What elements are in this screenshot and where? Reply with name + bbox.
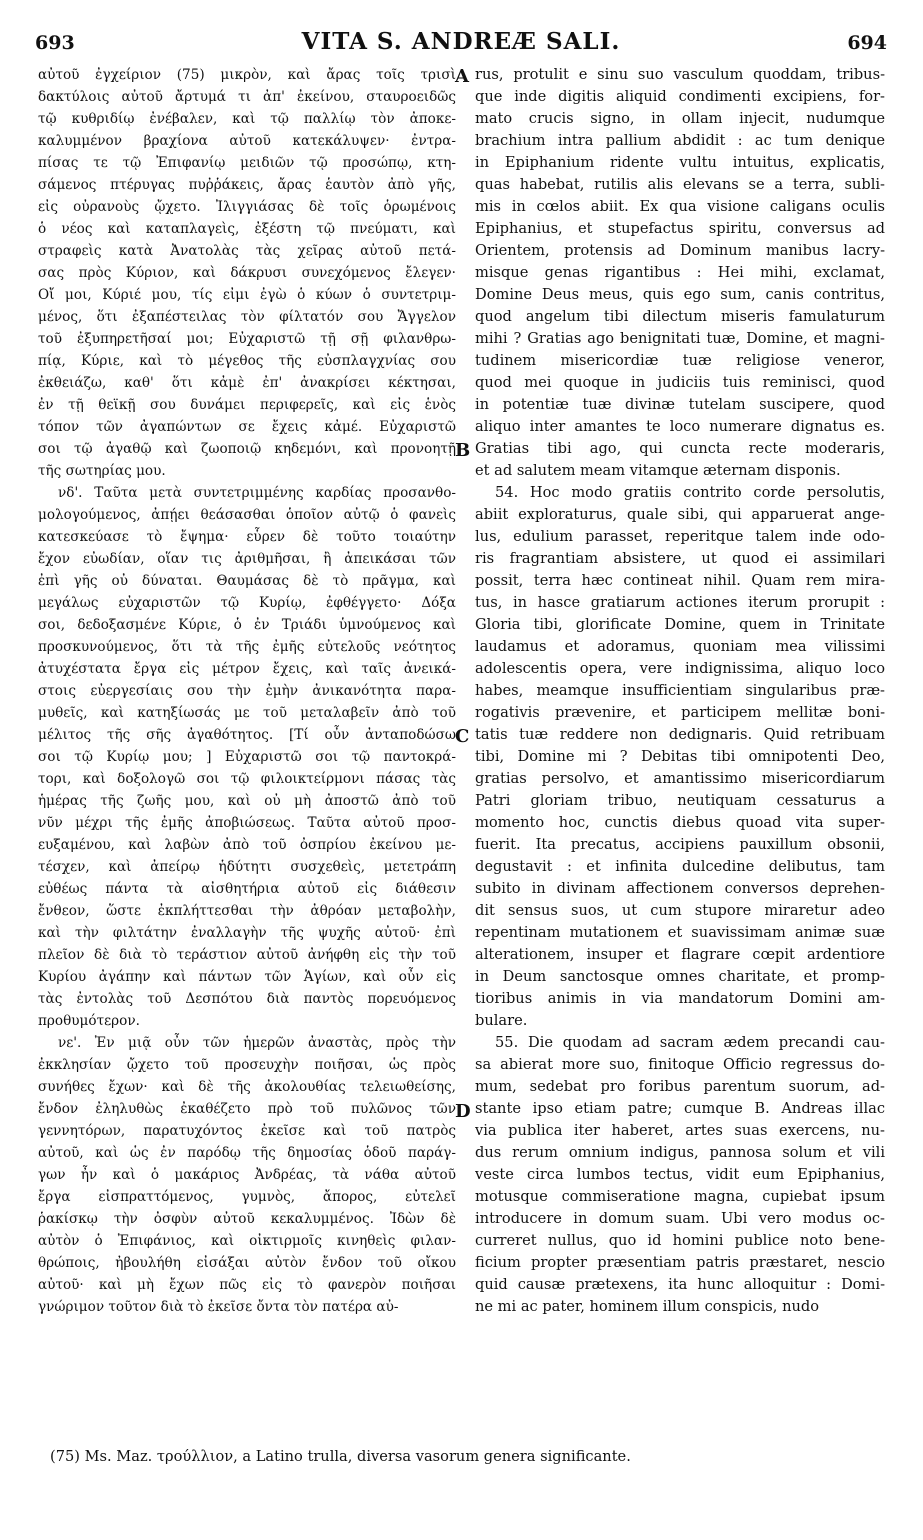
- latin-text-line: stante ipso etiam patre; cumque B. Andreas illac: [475, 1100, 885, 1117]
- latin-text-line: mis in cœlos abiit. Ex qua visione caligans oculis: [475, 198, 885, 215]
- latin-text-line: brachium intra pallium abdidit : ac tum denique: [475, 132, 885, 149]
- greek-text-line: τὰς ἐντολὰς τοῦ Δεσπότου διὰ παντὸς πορευόμενος: [38, 991, 456, 1007]
- greek-text-line: πλεῖον δὲ διὰ τὸ τεράστιον αὐτοῦ ἀνήφθη εἰς τὴν τοῦ: [38, 947, 456, 963]
- greek-text-line: καλυμμένον βραχίονα αὐτοῦ κατεκάλυψεν· ἐντρα-: [38, 133, 456, 149]
- latin-text-line: motusque commiseratione magna, cupiebat ipsum: [475, 1188, 885, 1205]
- right-page-number: 694: [847, 32, 887, 54]
- latin-text-line: in Deum sanctosque omnes charitate, et promp-: [475, 968, 885, 985]
- latin-text-line: in Epiphanium ridente vultu intuitus, explicatis,: [475, 154, 885, 171]
- latin-text-line: quas habebat, rutilis alis elevans se a terra, subli-: [475, 176, 885, 193]
- greek-text-line: ἔχον εὐωδίαν, οἵαν τις ἀριθμῆσαι, ἢ ἀπεικάσαι τῶν: [38, 551, 456, 567]
- greek-text-line: ὁ νέος καὶ καταπλαγεὶς, ἐξέστη τῷ πνεύματι, καὶ: [38, 221, 456, 237]
- greek-text-line: πίσας τε τῷ Ἐπιφανίῳ μειδιῶν τῷ προσώπῳ, κτη-: [38, 155, 456, 171]
- latin-text-line: via publica iter haberet, artes suas exercens, nu-: [475, 1122, 885, 1139]
- greek-text-line: συνήθες ἔχων· καὶ δὲ τῆς ἀκολουθίας τελειωθείσης,: [38, 1079, 456, 1095]
- greek-text-line: τόπον τῶν ἀγαπώντων σε ἔχεις κἀμέ. Εὐχαριστῶ: [38, 419, 456, 435]
- latin-text-line: tus, in hasce gratiarum actiones iterum prorupit :: [475, 594, 885, 611]
- latin-text-line: quod mei quoque in judiciis tuis reminisci, quod: [475, 374, 885, 391]
- greek-text-line: μεγάλως εὐχαριστῶν τῷ Κυρίῳ, ἐφθέγγετο· Δόξα: [38, 595, 456, 611]
- greek-text-line: εἰς οὐρανοὺς ᾤχετο. Ἰλιγγιάσας δὲ τοῖς ὁρωμένοις: [38, 199, 456, 215]
- latin-text-line: rus, protulit e sinu suo vasculum quoddam, tribus-: [475, 66, 885, 83]
- latin-text-line: ficium propter præsentiam patris præstaret, nescio: [475, 1254, 885, 1271]
- latin-text-line: tibi, Domine mi ? Debitas tibi omnipotenti Deo,: [475, 748, 885, 765]
- latin-text-line: fuerit. Ita precatus, accipiens pauxillum obsonii,: [475, 836, 885, 853]
- latin-text-line: momento hoc, cunctis diebus quoad vita super-: [475, 814, 885, 831]
- latin-text-line: 55. Die quodam ad sacram ædem precandi cau-: [495, 1034, 885, 1051]
- latin-text-line: introducere in domum suam. Ubi vero modus oc-: [475, 1210, 885, 1227]
- greek-text-line: ἐπὶ γῆς οὐ δύναται. Θαυμάσας δὲ τὸ πρᾶγμα, καὶ: [38, 573, 456, 589]
- margin-letter-a: A: [455, 66, 469, 87]
- latin-text-line: tudinem misericordiæ tuæ religiose veneror,: [475, 352, 885, 369]
- latin-text-line: bulare.: [475, 1012, 528, 1029]
- latin-text-line: curreret nullus, quo id homini publice noto bene-: [475, 1232, 885, 1249]
- greek-text-line: τέσχεν, καὶ ἀπείρῳ ἡδύτητι συσχεθεὶς, μετετράπη: [38, 859, 456, 875]
- greek-text-line: ευξαμένου, καὶ λαβὼν ἀπὸ τοῦ ὀσπρίου ἐκείνου με-: [38, 837, 456, 853]
- greek-text-line: σοι τῷ Κυρίῳ μου; ] Εὐχαριστῶ σοι τῷ παντοκρά-: [38, 749, 456, 765]
- latin-text-line: alterationem, insuper et flagrare cœpit ardentiore: [475, 946, 885, 963]
- greek-text-line: μένος, ὅτι ἐξαπέστειλας τὸν φίλτατόν σου Ἄγγελον: [38, 309, 456, 325]
- greek-text-line: τῆς σωτηρίας μου.: [38, 463, 166, 479]
- latin-text-line: in potentiæ tuæ divinæ tutelam suscipere, quod: [475, 396, 885, 413]
- latin-text-line: repentinam mutationem et suavissimam animæ suæ: [475, 924, 885, 941]
- latin-text-line: mato crucis signo, in ollam injecit, nudumque: [475, 110, 885, 127]
- margin-letter-c: C: [455, 726, 470, 747]
- margin-letter-d: D: [455, 1101, 471, 1122]
- latin-text-line: veste circa lumbos tectus, vidit eum Epiphanius,: [475, 1166, 885, 1183]
- latin-text-line: sa abierat more suo, finitoque Officio regressus do-: [475, 1056, 885, 1073]
- greek-text-line: προσκυνούμενος, ὅτι τὰ τῆς ἐμῆς εὐτελοῦς νεότητος: [38, 639, 456, 655]
- greek-text-line: νῦν μέχρι τῆς ἐμῆς ἀποβιώσεως. Ταῦτα αὐτοῦ προσ-: [38, 815, 456, 831]
- greek-text-line: Οἴ μοι, Κύριέ μου, τίς εἰμι ἐγὼ ὁ κύων ὁ συντετριμ-: [38, 287, 456, 303]
- latin-text-line: abiit exploraturus, quale sibi, qui apparuerat ange-: [475, 506, 885, 523]
- greek-text-line: νδ'. Ταῦτα μετὰ συντετριμμένης καρδίας προσανθο-: [58, 485, 456, 501]
- latin-text-line: degustavit : et infinita dulcedine delibutus, tam: [475, 858, 885, 875]
- greek-text-line: σας πρὸς Κύριον, καὶ δάκρυσι συνεχόμενος ἔλεγεν·: [38, 265, 456, 281]
- latin-text-line: subito in divinam affectionem conversos deprehen-: [475, 880, 885, 897]
- latin-text-line: 54. Hoc modo gratiis contrito corde persolutis,: [495, 484, 885, 501]
- greek-text-line: αὐτὸν ὁ Ἐπιφάνιος, καὶ οἰκτιρμοῖς κινηθεὶς φιλαν-: [38, 1233, 456, 1249]
- greek-text-line: αὐτοῦ· καὶ μὴ ἔχων πῶς εἰς τὸ φανερὸν ποιῆσαι: [38, 1277, 456, 1293]
- latin-column: [475, 64, 885, 1318]
- latin-text-line: tatis tuæ reddere non dedignaris. Quid retribuam: [475, 726, 885, 743]
- greek-text-line: τοῦ ἐξυπηρετῆσαί μοι; Εὐχαριστῶ τῇ σῇ φιλανθρω-: [38, 331, 456, 347]
- greek-text-line: μέλιτος τῆς σῆς ἀγαθότητος. [Τί οὖν ἀνταποδώσω: [38, 727, 456, 743]
- latin-text-line: que inde digitis aliquid condimenti excipiens, for-: [475, 88, 885, 105]
- greek-text-line: σάμενος πτέρυγας πυῤῥάκεις, ἄρας ἑαυτὸν ἀπὸ γῆς,: [38, 177, 456, 193]
- greek-text-line: ἀτυχέστατα ἔργα εἰς μέτρον ἔχεις, καὶ ταῖς ἀνεικά-: [38, 661, 456, 677]
- latin-text-line: laudamus et adoramus, quoniam mea vilissimi: [475, 638, 885, 655]
- greek-text-line: ῥακίσκῳ τὴν ὀσφὺν αὐτοῦ κεκαλυμμένος. Ἰδὼν δὲ: [38, 1211, 456, 1227]
- greek-text-line: δακτύλοις αὐτοῦ ἄρτυμά τι ἀπ' ἐκείνου, σταυροειδῶς: [38, 89, 456, 105]
- greek-text-line: στραφεὶς κατὰ Ἀνατολὰς τὰς χεῖρας αὐτοῦ πετά-: [38, 243, 456, 259]
- greek-text-line: μολογούμενος, ἀπῄει θεάσασθαι ὁποῖον αὐτῷ ὁ φανεὶς: [38, 507, 456, 523]
- latin-text-line: mihi ? Gratias ago benignitati tuæ, Domine, et magni-: [475, 330, 885, 347]
- greek-text-line: Κυρίου ἀγάπην καὶ πάντων τῶν Ἁγίων, καὶ οὖν εἰς: [38, 969, 456, 985]
- greek-text-line: μυθεῖς, καὶ κατηξίωσάς με τοῦ μεταλαβεῖν ἀπὸ τοῦ: [38, 705, 456, 721]
- latin-text-line: Epiphanius, et stupefactus spiritu, conversus ad: [475, 220, 885, 237]
- greek-text-line: εὐθέως πάντα τὰ αἰσθητήρια αὐτοῦ εἰς διάθεσιν: [38, 881, 456, 897]
- latin-text-line: adolescentis opera, vere indignissima, aliquo loco: [475, 660, 885, 677]
- latin-text-line: mum, sedebat pro foribus parentum suorum, ad-: [475, 1078, 885, 1095]
- greek-text-line: αὐτοῦ ἐγχείριον (75) μικρὸν, καὶ ἄρας τοῖς τρισὶ: [38, 67, 456, 83]
- running-header: [35, 28, 887, 58]
- greek-text-line: ἔνθεον, ὥστε ἐκπλήττεσθαι τὴν ἀθρόαν μεταβολὴν,: [38, 903, 456, 919]
- greek-text-line: ἡμέρας τῆς ζωῆς μου, καὶ οὐ μὴ ἀποστῶ ἀπὸ τοῦ: [38, 793, 456, 809]
- latin-text-line: et ad salutem meam vitamque æternam disponis.: [475, 462, 841, 479]
- greek-text-line: ἐκθειάζω, καθ' ὅτι κἀμὲ ἐπ' ἀνακρίσει κέκτησαι,: [38, 375, 456, 391]
- left-page-number: 693: [35, 32, 75, 54]
- latin-text-line: ne mi ac pater, hominem illum conspicis, nudo: [475, 1298, 819, 1315]
- latin-text-line: misque genas rigantibus : Hei mihi, exclamat,: [475, 264, 885, 281]
- latin-text-line: quid causæ prætexens, ita hunc alloquitur : Domi-: [475, 1276, 885, 1293]
- greek-text-line: γνώριμον τοῦτον διὰ τὸ ἐκεῖσε ὄντα τὸν πατέρα αὐ-: [38, 1299, 399, 1315]
- latin-text-line: Orientem, protensis ad Dominum manibus lacry-: [475, 242, 885, 259]
- greek-text-line: αὐτοῦ, καὶ ὡς ἐν παρόδῳ τῆς δημοσίας ὁδοῦ παράγ-: [38, 1145, 456, 1161]
- latin-text-line: gratias persolvo, et amantissimo misericordiarum: [475, 770, 885, 787]
- greek-text-line: τῷ κυθριδίῳ ἐνέβαλεν, καὶ τῷ παλλίῳ τὸν ἀποκε-: [38, 111, 456, 127]
- greek-text-line: γων ἦν καὶ ὁ μακάριος Ἀνδρέας, τὰ νάθα αὐτοῦ: [38, 1167, 456, 1183]
- greek-text-line: τορι, καὶ δοξολογῶ σοι τῷ φιλοικτείρμονι πάσας τὰς: [38, 771, 456, 787]
- greek-text-line: θρώποις, ἠβουλήθη εἰσάξαι αὐτὸν ἔνδον τοῦ οἴκου: [38, 1255, 456, 1271]
- latin-text-line: aliquo inter amantes te loco numerare dignatus es.: [475, 418, 885, 435]
- latin-text-line: Gratias tibi ago, qui cuncta recte moderaris,: [475, 440, 885, 457]
- running-title: VITA S. ANDREÆ SALI.: [301, 28, 621, 55]
- footnote: (75) Ms. Maz. τρούλλιον, a Latino trulla, diversa vasorum genera significante.: [50, 1448, 631, 1465]
- latin-text-line: Gloria tibi, glorificate Domine, quem in Trinitate: [475, 616, 885, 633]
- greek-text-line: σοι, δεδοξασμένε Κύριε, ὁ ἐν Τριάδι ὑμνούμενος καὶ: [38, 617, 456, 633]
- latin-text-line: ris fragrantiam absistere, ut quod ei assimilari: [475, 550, 885, 567]
- latin-text-line: possit, terra hæc contineat nihil. Quam rem mira-: [475, 572, 885, 589]
- latin-text-line: dit sensus suos, ut cum stupore miraretur adeo: [475, 902, 885, 919]
- latin-text-line: habes, meamque insufficientiam singularibus præ-: [475, 682, 885, 699]
- margin-letter-b: B: [455, 440, 471, 461]
- latin-text-line: dus rerum omnium indigus, pannosa solum et vili: [475, 1144, 885, 1161]
- greek-text-line: ἔργα εἰσπραττόμενος, γυμνὸς, ἄπορος, εὐτελεῖ: [38, 1189, 456, 1205]
- greek-text-line: πίᾳ, Κύριε, καὶ τὸ μέγεθος τῆς εὐσπλαγχνίας σου: [38, 353, 456, 369]
- greek-column: [38, 64, 456, 1318]
- latin-text-line: quod angelum tibi dilectum miseris famulaturum: [475, 308, 885, 325]
- greek-text-line: στοις εὐεργεσίαις σου τὴν ἐμὴν ἀνικανότητα παρα-: [38, 683, 456, 699]
- greek-text-line: κατεσκεύασε τὸ ἔψημα· εὗρεν δὲ τοῦτο τοιαύτην: [38, 529, 456, 545]
- latin-text-line: rogativis prævenire, et participem mellitæ boni-: [475, 704, 885, 721]
- greek-text-line: ἐκκλησίαν ᾤχετο τοῦ προσευχὴν ποιῆσαι, ὡς πρὸς: [38, 1057, 456, 1073]
- latin-text-line: Domine Deus meus, quis ego sum, canis contritus,: [475, 286, 885, 303]
- greek-text-line: καὶ τὴν φιλτάτην ἐναλλαγὴν τῆς ψυχῆς αὐτοῦ· ἐπὶ: [38, 925, 456, 941]
- greek-text-line: γεννητόρων, παρατυχόντος ἐκεῖσε καὶ τοῦ πατρὸς: [38, 1123, 456, 1139]
- latin-text-line: lus, edulium parasset, reperitque talem inde odo-: [475, 528, 885, 545]
- latin-text-line: tioribus animis in via mandatorum Domini am-: [475, 990, 885, 1007]
- latin-text-line: Patri gloriam tribuo, neutiquam cessaturus a: [475, 792, 885, 809]
- greek-text-line: σοι τῷ ἀγαθῷ καὶ ζωοποιῷ κηδεμόνι, καὶ προνοητῇ: [38, 441, 456, 457]
- greek-text-line: ἔνδον ἐληλυθὼς ἐκαθέζετο πρὸ τοῦ πυλῶνος τῶν: [38, 1101, 456, 1117]
- greek-text-line: ἐν τῇ θεϊκῇ σου δυνάμει περιφερεῖς, καὶ εἰς ἑνὸς: [38, 397, 456, 413]
- greek-text-line: προθυμότερον.: [38, 1013, 140, 1029]
- greek-text-line: νε'. Ἐν μιᾷ οὖν τῶν ἡμερῶν ἀναστὰς, πρὸς τὴν: [58, 1035, 456, 1051]
